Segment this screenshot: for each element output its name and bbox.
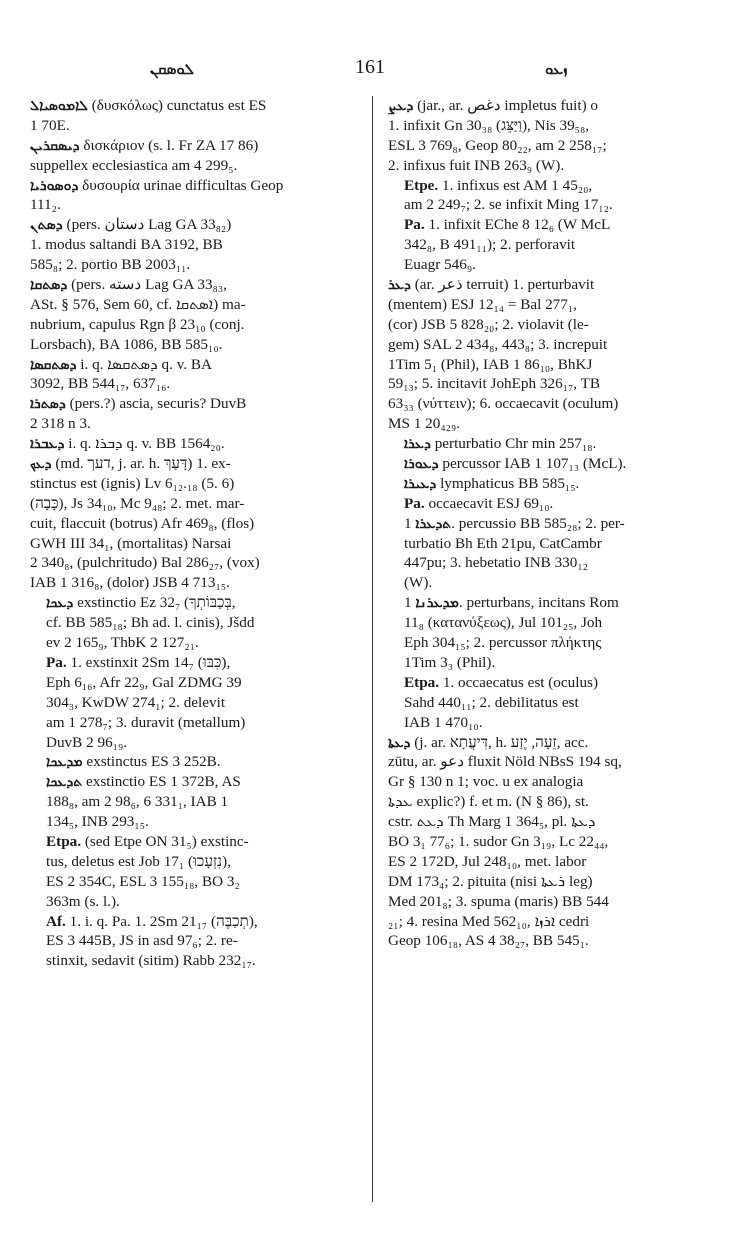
syriac-headword: ܕܘܣܘܪܝܐ (30, 177, 79, 194)
entry-text: (W). (404, 574, 433, 592)
entry-line (30, 195, 355, 215)
entry-line (30, 892, 355, 912)
entry-line (388, 713, 718, 733)
entry-text: lymphaticus BB 585₁₅. (436, 474, 580, 492)
entry-text: Pa. 1. infixit EChe 8 12₆ (W McL (404, 216, 611, 234)
entry-text: GWH III 34₁, (mortalitas) Narsai (30, 534, 232, 552)
syriac-headword: ܕܥܘܪܐ (404, 456, 439, 473)
entry-text: (pers.?) ascia, securis? DuvB (65, 395, 247, 413)
entry-text: 1 70E. (30, 116, 70, 134)
entry-line (388, 156, 718, 176)
entry-line (388, 295, 718, 315)
entry-line (30, 275, 355, 295)
entry-text: zūtu, ar. دعو fluxit Nöld NBsS 194 sq, (388, 753, 622, 771)
entry-line (388, 414, 718, 434)
entry-text: exstinctio ES 1 372B, AS (82, 773, 241, 791)
entry-text: Etpa. 1. occaecatus est (oculus) (404, 673, 599, 691)
entry-line (30, 713, 355, 733)
right-column (388, 96, 718, 951)
syriac-headword: ܡܕܥܪܢܐ (415, 595, 459, 612)
entry-line (30, 215, 355, 235)
entry-text: 585₈; 2. portio BB 2003₁₁. (30, 256, 191, 274)
entry-line (30, 792, 355, 812)
entry-line (30, 613, 355, 633)
entry-line (388, 633, 718, 653)
syriac-headword: ܬܕܥܪܐ (415, 515, 452, 532)
entry-line (30, 931, 355, 951)
entry-text: perturbatio Chr min 257₁₈. (430, 435, 597, 453)
entry-text: (ar. ذعر terruit) 1. perturbavit (410, 276, 595, 294)
entry-line (30, 693, 355, 713)
entry-text: ES 2 172D, Jul 248₁₀, met. labor (388, 852, 587, 870)
entry-text: DuvB 2 96₁₉. (46, 733, 128, 751)
syriac-headword: ܕܥܨ (388, 98, 414, 114)
entry-text: (pers. دسته Lag GA 33₈₃, (67, 276, 227, 294)
entry-text: 1. percussio BB 585₂₈; 2. per- (404, 514, 625, 532)
entry-text: 1. modus saltandi BA 3192, BB (30, 236, 223, 254)
entry-line (388, 693, 718, 713)
entry-text: δισκάριον (s. l. Fr ZA 17 86) (79, 136, 259, 154)
entry-line (30, 295, 355, 315)
entry-text: Etpa. (sed Etpe ON 31₅) exstinc- (46, 832, 249, 850)
entry-line (388, 275, 718, 295)
entry-line (30, 494, 355, 514)
syriac-headword: ܕܣܬܢ (30, 217, 63, 234)
entry-line (30, 573, 355, 593)
entry-text: stinctus est (ignis) Lv 6₁₂.₁₈ (5. 6) (30, 474, 235, 492)
entry-text: ev 2 165₉, ThbK 2 127₂₁. (46, 634, 199, 652)
entry-line (388, 255, 718, 275)
entry-line (30, 812, 355, 832)
entry-line (388, 335, 718, 355)
entry-line (388, 792, 718, 812)
entry-text: 1. perturbans, incitans Rom (404, 594, 619, 612)
syriac-headword: ܬܕܥܟܐ (46, 774, 83, 791)
entry-text: Pa. occaecavit ESJ 69₁₀. (404, 494, 554, 512)
entry-text: cuit, flaccuit (botrus) Afr 469₈, (flos) (30, 514, 255, 532)
entry-line (388, 494, 718, 514)
entry-text: 134₅, INB 293₁₅. (46, 813, 149, 831)
entry-line (388, 514, 718, 534)
entry-text: cstr. ܕܥܬ Th Marg 1 364₅, pl. ܕܥܬܐ (388, 813, 596, 831)
entry-text: Euagr 546₉. (404, 256, 476, 274)
entry-line (388, 355, 718, 375)
entry-text: ES 3 445B, JS in asd 97₆; 2. re- (46, 932, 238, 950)
page-header (0, 56, 750, 86)
entry-line (388, 872, 718, 892)
entry-line (30, 912, 355, 932)
entry-text: ܥܕܬܐ explic?) f. et m. (N § 86), st. (388, 793, 589, 811)
syriac-headword: ܡܕܥܟܐ (46, 754, 83, 771)
entry-text: 447pu; 3. hebetatio INB 330₁₂ (404, 554, 588, 572)
entry-text: am 2 249₇; 2. se infixit Ming 17₁₂. (404, 196, 613, 214)
entry-text: (cor) JSB 5 828₂₀; 2. violavit (le- (388, 315, 589, 333)
entry-line (388, 534, 718, 554)
entry-line (30, 136, 355, 156)
entry-line (30, 454, 355, 474)
entry-line (388, 235, 718, 255)
entry-line (388, 892, 718, 912)
entry-text: Sahd 440₁₁; 2. debilitatus est (404, 693, 579, 711)
entry-text: ₂₁; 4. resina Med 562₁₀, ܐܪܙܐ cedri (388, 912, 590, 930)
entry-text: 111₂. (30, 196, 61, 214)
entry-line (388, 812, 718, 832)
syriac-headword: ܕܥܝܪܐ (404, 475, 437, 492)
entry-line (30, 673, 355, 693)
entry-text: tus, deletus est Job 17₁ (נִזְעָכוּ), (46, 852, 231, 870)
entry-text: Etpe. 1. infixus est AM 1 45₂₀, (404, 176, 593, 194)
entry-text: suppellex ecclesiastica am 4 299₅. (30, 156, 238, 174)
entry-line (388, 374, 718, 394)
entry-text: Eph 304₁₅; 2. percussor πλήκτης (404, 634, 602, 652)
entry-line (30, 534, 355, 554)
entry-line (30, 752, 355, 772)
entry-text: Pa. 1. exstinxit 2Sm 14₇ (כִּבּוּ), (46, 653, 231, 671)
entry-line (30, 394, 355, 414)
entry-text: 11₈ (κατανύξεως), Jul 101₂₅, Joh (404, 614, 603, 632)
right-running-head: ܙܥܘ (545, 60, 568, 78)
entry-text: 188₈, am 2 98₆, 6 331₁, IAB 1 (46, 793, 229, 811)
entry-text: 2 318 n 3. (30, 415, 91, 433)
entry-line (30, 434, 355, 454)
syriac-headword: ܕܥܟ (30, 456, 52, 473)
entry-text: IAB 1 316₈, (dolor) JSB 4 713₁₅. (30, 574, 230, 592)
entry-line (30, 116, 355, 136)
entry-text: IAB 1 470₁₀. (404, 713, 483, 731)
entry-text: (δυσκόλως) cunctatus est ES (87, 97, 267, 114)
entry-text: ASt. § 576, Sem 60, cf. ܐܣܬܩܐ) ma- (30, 295, 246, 313)
entry-line (388, 474, 718, 494)
entry-line (30, 872, 355, 892)
entry-line (388, 733, 718, 753)
entry-text: 1Tim 5₁ (Phil), IAB 1 86₁₀, BhKJ (388, 355, 593, 373)
left-column (30, 96, 355, 971)
entry-text: 363m (s. l.). (46, 892, 120, 910)
entry-text: 342₈, B 491₁₁); 2. perforavit (404, 236, 576, 254)
entry-line (30, 653, 355, 673)
entry-text: Med 201₈; 3. spuma (maris) BB 544 (388, 892, 609, 910)
entry-line (30, 951, 355, 971)
entry-line (388, 852, 718, 872)
entry-line (388, 195, 718, 215)
entry-text: Geop 106₁₈, AS 4 38₂₇, BB 545₁. (388, 932, 589, 950)
syriac-headword: ܕܣܬܩܐ (30, 277, 68, 294)
entry-line (30, 156, 355, 176)
entry-line (388, 315, 718, 335)
entry-line (388, 593, 718, 613)
entry-text: (כָּבָה), Js 34₁₀, Mc 9₄₈; 2. met. mar- (30, 494, 245, 512)
syriac-headword: ܕܝܣܩܪܝܢ (30, 137, 80, 154)
entry-line (30, 335, 355, 355)
entry-line (30, 852, 355, 872)
syriac-headword: ܕܥܒܪܐ (30, 436, 65, 453)
syriac-headword: ܕܥܬܐ (388, 734, 411, 751)
entry-text: Eph 6₁₆, Afr 22₉, Gal ZDMG 39 (46, 673, 242, 691)
entry-line (388, 613, 718, 633)
entry-text: 1. infixit Gn 30₃₈ (וַיַּצֵּג), Nis 39₅₈, (388, 116, 590, 134)
entry-text: MS 1 20₄₂₉. (388, 415, 461, 433)
entry-text: (md. דעך, j. ar. h. דָּעַךְ) 1. ex- (51, 455, 231, 473)
entry-line (388, 394, 718, 414)
left-running-head: ܠܘܣܩܢ (150, 60, 194, 78)
entry-line (388, 832, 718, 852)
entry-text: (mentem) ESJ 12₁₄ = Bal 277₁, (388, 295, 577, 313)
syriac-headword: ܕܥܪ (388, 277, 411, 294)
entry-line (30, 733, 355, 753)
entry-text: Gr § 130 n 1; voc. u ex analogia (388, 773, 584, 791)
syriac-headword: ܠܐܡܘܣܝܐܠ (30, 98, 88, 114)
entry-line (30, 414, 355, 434)
entry-text: 63₃₃ (νύττειν); 6. occaecavit (oculum) (388, 395, 619, 413)
entry-text: ESL 3 769₈, Geop 80₂₂, am 2 258₁₇; (388, 136, 607, 154)
entry-text: δυσουρία urinae difficultas Geop (78, 176, 284, 194)
entry-text: 2. infixus fuit INB 263₉ (W). (388, 156, 565, 174)
entry-line (30, 315, 355, 335)
entry-line (30, 96, 355, 116)
entry-line (30, 553, 355, 573)
entry-line (388, 454, 718, 474)
entry-line (30, 235, 355, 255)
entry-line (30, 832, 355, 852)
entry-text: 304₃, KwDW 274₁; 2. delevit (46, 693, 226, 711)
entry-text: ES 2 354C, ESL 3 155₁₈, BO 3₂ (46, 872, 240, 890)
entry-line (388, 96, 718, 116)
entry-text: DM 173₄; 2. pituita (nisi ܪܥܬܐ leg) (388, 872, 593, 890)
column-divider (372, 96, 373, 1202)
entry-text: 59₁₃; 5. incitavit JohEph 326₁₇, TB (388, 375, 601, 393)
entry-text: exstinctio Ez 32₇ (בְּכַבּוֹתְךָ, (73, 594, 236, 612)
entry-text: exstinctus ES 3 252B. (82, 753, 221, 771)
entry-text: 3092, BB 544₁₇, 637₁₆. (30, 375, 171, 393)
entry-line (30, 176, 355, 196)
entry-line (388, 116, 718, 136)
page-number: 161 (355, 56, 385, 78)
entry-line (30, 374, 355, 394)
entry-text: BO 3₁ 77₆; 1. sudor Gn 3₁₉, Lc 22₄₄, (388, 832, 609, 850)
entry-line (30, 772, 355, 792)
entry-line (388, 673, 718, 693)
entry-text: 1Tim 3₃ (Phil). (404, 653, 496, 671)
entry-text: i. q. ܕܒܪܐ q. v. BB 1564₂₀. (64, 435, 225, 453)
entry-line (388, 136, 718, 156)
syriac-headword: ܕܣܬܩܣܐ (30, 356, 77, 373)
entry-text: am 1 278₇; 3. duravit (metallum) (46, 713, 246, 731)
syriac-headword: ܕܣܬܪܐ (30, 396, 66, 413)
entry-line (388, 752, 718, 772)
entry-line (30, 514, 355, 534)
entry-text: gem) SAL 2 434₈, 443₈; 3. increpuit (388, 335, 608, 353)
entry-line (388, 553, 718, 573)
entry-line (30, 255, 355, 275)
entry-text: cf. BB 585₁₈; Bh ad. l. cinis), Jšdd (46, 614, 255, 632)
entry-text: (pers. دستان Lag GA 33₈₂) (62, 216, 232, 234)
entry-line (30, 633, 355, 653)
entry-line (388, 434, 718, 454)
entry-line (388, 772, 718, 792)
entry-line (30, 355, 355, 375)
entry-line (388, 912, 718, 932)
syriac-headword: ܕܥܟܐ (46, 595, 74, 612)
entry-line (388, 931, 718, 951)
entry-line (388, 176, 718, 196)
syriac-headword: ܕܥܪܐ (404, 436, 431, 453)
entry-text: 2 340₈, (pulchritudo) Bal 286₂₇, (vox) (30, 554, 260, 572)
entry-text: stinxit, sedavit (sitim) Rabb 232₁₇. (46, 952, 256, 970)
entry-text: i. q. ܕܣܬܩܣܐ q. v. BA (76, 355, 213, 373)
entry-text: (jar., ar. دغص impletus fuit) o (413, 97, 599, 114)
entry-text: nubrium, capulus Rgn β 23₁₀ (conj. (30, 315, 245, 333)
entry-text: Af. 1. i. q. Pa. 1. 2Sm 21₁₇ (תְכַבֶּה), (46, 912, 258, 930)
entry-line (388, 653, 718, 673)
entry-text: Lorsbach), BA 1086, BB 585₁₀. (30, 335, 223, 353)
entry-line (30, 593, 355, 613)
entry-text: (j. ar. דִּיעֲתָא, h. זֵעָה, יֶזַע, acc. (410, 733, 589, 751)
entry-line (388, 573, 718, 593)
entry-text: percussor IAB 1 107₁₃ (McL). (438, 455, 627, 473)
entry-line (388, 215, 718, 235)
entry-line (30, 474, 355, 494)
entry-text: turbatio Bh Eth 21pu, CatCambr (404, 534, 602, 552)
